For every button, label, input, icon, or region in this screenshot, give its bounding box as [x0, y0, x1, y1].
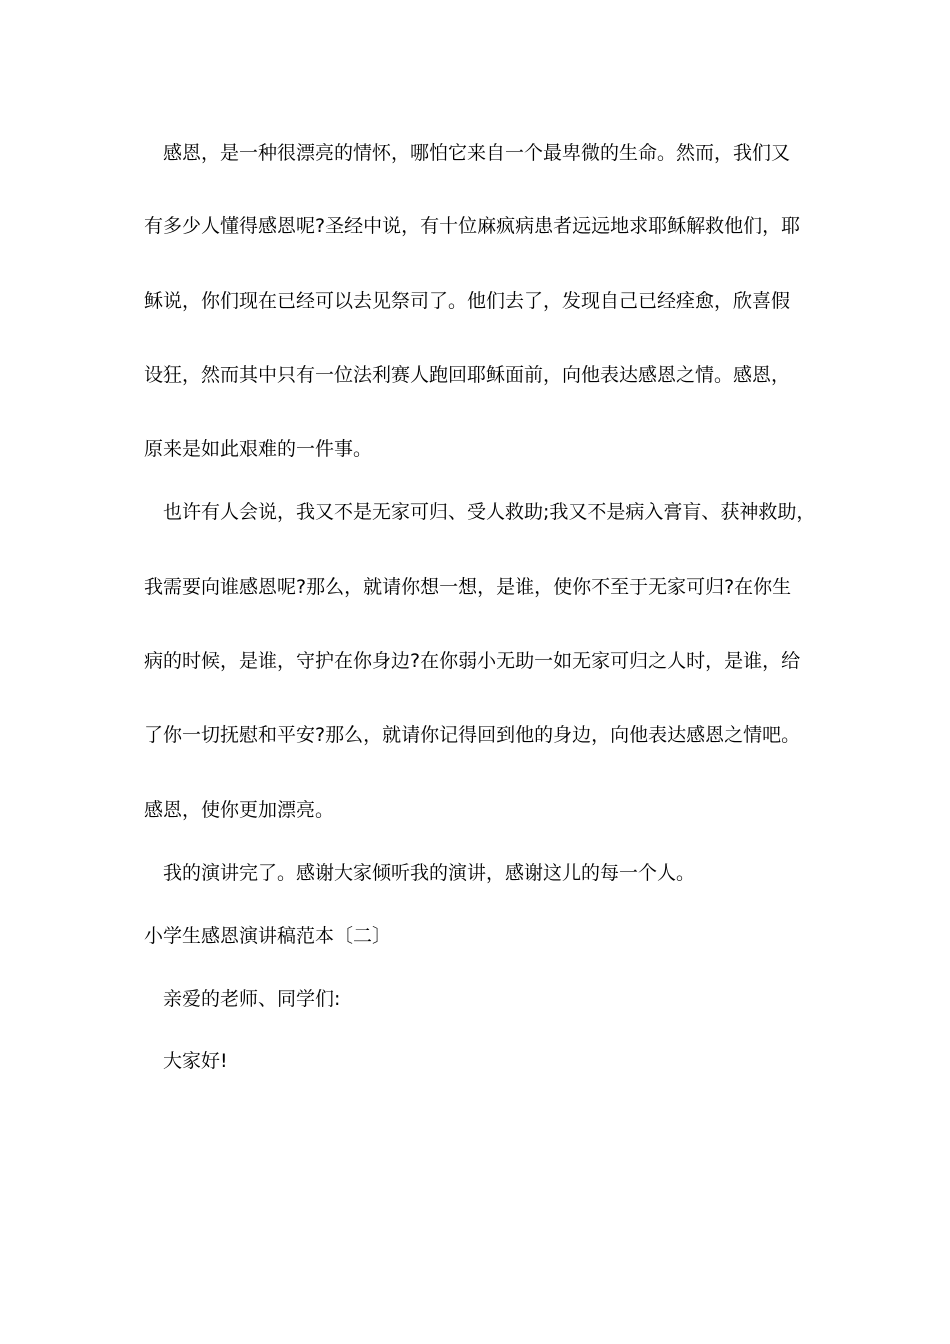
paragraph-line: 了你一切抚慰和平安?那么，就请你记得回到他的身边，向他表达感恩之情吧。	[144, 724, 801, 746]
paragraph-line: 原来是如此艰难的一件事。	[144, 438, 373, 460]
paragraph-line: 感恩，是一种很漂亮的情怀，哪怕它来自一个最卑微的生命。然而，我们又	[163, 142, 791, 164]
closing-line: 我的演讲完了。感谢大家倾听我的演讲，感谢这儿的每一个人。	[163, 862, 696, 884]
greeting: 大家好!	[163, 1050, 228, 1072]
paragraph-line: 也许有人会说，我又不是无家可归、受人救助;我又不是病入膏肓、获神救助，	[163, 501, 816, 523]
salutation: 亲爱的老师、同学们:	[163, 988, 341, 1010]
paragraph-line: 稣说，你们现在已经可以去见祭司了。他们去了，发现自己已经痊愈，欣喜假	[144, 290, 791, 312]
paragraph-line: 设狂，然而其中只有一位法利赛人跑回耶稣面前，向他表达感恩之情。感恩，	[144, 364, 791, 386]
paragraph-line: 感恩，使你更加漂亮。	[144, 799, 335, 821]
section-heading: 小学生感恩演讲稿范本〔二〕	[144, 925, 392, 947]
paragraph-line: 有多少人懂得感恩呢?圣经中说，有十位麻疯病患者远远地求耶稣解救他们，耶	[144, 215, 801, 237]
paragraph-line: 病的时候，是谁，守护在你身边?在你弱小无助一如无家可归之人时，是谁，给	[144, 650, 801, 672]
paragraph-line: 我需要向谁感恩呢?那么，就请你想一想，是谁，使你不至于无家可归?在你生	[144, 576, 792, 598]
